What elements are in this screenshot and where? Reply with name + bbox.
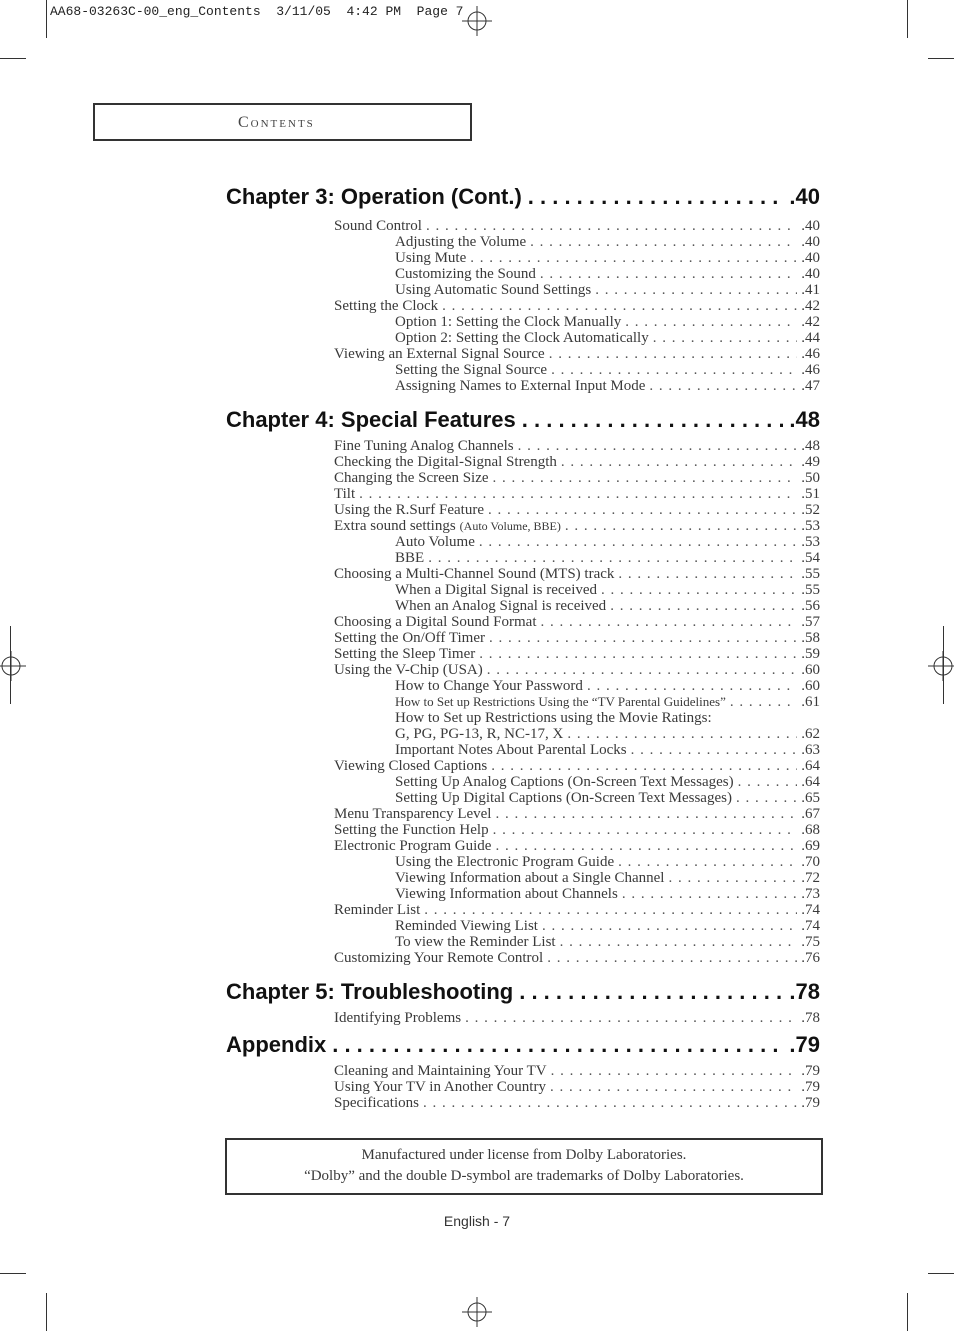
dot-leader bbox=[495, 838, 797, 854]
toc-entry-label: How to Change Your Password bbox=[395, 678, 583, 694]
toc-entry-page: .61 bbox=[801, 694, 820, 710]
toc-entry-label: Setting Up Digital Captions (On-Screen Text Messages) bbox=[395, 790, 732, 806]
dot-leader bbox=[493, 822, 798, 838]
dot-leader bbox=[495, 806, 797, 822]
toc-entry[interactable] bbox=[395, 710, 820, 726]
toc-entry[interactable] bbox=[395, 378, 820, 394]
chapter-heading[interactable] bbox=[226, 184, 820, 210]
toc-entry-label: G, PG, PG-13, R, NC-17, X bbox=[395, 726, 564, 742]
print-slug: AA68-03263C-00_eng_Contents 3/11/05 4:42 PM Page 7 bbox=[50, 4, 464, 19]
dot-leader bbox=[426, 218, 797, 234]
toc-entry-page: .73 bbox=[801, 886, 820, 902]
toc-entry-page: .69 bbox=[801, 838, 820, 854]
toc-entry[interactable] bbox=[395, 870, 820, 886]
toc-entry-label: Fine Tuning Analog Channels bbox=[334, 438, 514, 454]
dot-leader bbox=[488, 502, 797, 518]
toc-entry-label: Viewing Information about a Single Channel bbox=[395, 870, 665, 886]
dot-leader bbox=[625, 314, 797, 330]
toc-entry-page: .60 bbox=[801, 662, 820, 678]
toc-entry-label: Using Mute bbox=[395, 250, 467, 266]
toc-entry-page: .57 bbox=[801, 614, 820, 630]
chapter-title: Chapter 3: Operation (Cont.) bbox=[226, 184, 522, 209]
chapter-page: .79 bbox=[789, 1032, 820, 1057]
chapter-page: .78 bbox=[789, 979, 820, 1004]
toc-entry-label: Viewing an External Signal Source bbox=[334, 346, 545, 362]
crop-mark bbox=[928, 58, 954, 59]
toc-entry-page: .40 bbox=[801, 266, 820, 282]
toc-entry-label: Sound Control bbox=[334, 218, 422, 234]
toc-entry-label: Setting the Function Help bbox=[334, 822, 489, 838]
toc-entry[interactable] bbox=[334, 346, 820, 362]
crop-mark bbox=[0, 1273, 26, 1274]
dot-leader bbox=[359, 486, 797, 502]
section-header-box bbox=[93, 103, 472, 141]
toc-entry-page: .40 bbox=[801, 250, 820, 266]
toc-entry[interactable] bbox=[334, 1010, 820, 1026]
dot-leader bbox=[622, 886, 797, 902]
dot-leader bbox=[424, 902, 797, 918]
trademark-line: “Dolby” and the double D-symbol are trademarks of Dolby Laboratories. bbox=[304, 1168, 744, 1184]
toc-entry[interactable] bbox=[395, 726, 820, 742]
toc-entry-page: .65 bbox=[801, 790, 820, 806]
dot-leader bbox=[561, 454, 797, 470]
toc-entry-page: .47 bbox=[801, 378, 820, 394]
toc-entry-page: .48 bbox=[801, 438, 820, 454]
dot-leader bbox=[595, 282, 797, 298]
toc-entry-page: .41 bbox=[801, 282, 820, 298]
crop-mark bbox=[943, 626, 944, 704]
toc-entry-page: .56 bbox=[801, 598, 820, 614]
dot-leader bbox=[653, 330, 798, 346]
toc-entry[interactable] bbox=[395, 678, 820, 694]
toc-entry-label: Customizing Your Remote Control bbox=[334, 950, 544, 966]
toc-entry-page: .64 bbox=[801, 774, 820, 790]
chapter-title: Chapter 4: Special Features bbox=[226, 407, 516, 432]
toc-entry[interactable] bbox=[395, 790, 820, 806]
dot-leader bbox=[518, 438, 798, 454]
toc-entry-label: BBE bbox=[395, 550, 425, 566]
toc-entry[interactable] bbox=[334, 902, 820, 918]
toc-entry[interactable] bbox=[334, 646, 820, 662]
registration-mark-icon bbox=[928, 651, 954, 681]
crop-mark bbox=[0, 58, 26, 59]
dot-leader bbox=[547, 950, 797, 966]
toc-entry-page: .58 bbox=[801, 630, 820, 646]
crop-mark bbox=[46, 0, 47, 38]
toc-entry-label: Checking the Digital-Signal Strength bbox=[334, 454, 557, 470]
toc-entry-label: Electronic Program Guide bbox=[334, 838, 492, 854]
dot-leader bbox=[601, 582, 797, 598]
toc-entry-page: .72 bbox=[801, 870, 820, 886]
toc-entry-page: .74 bbox=[801, 918, 820, 934]
toc-entry[interactable] bbox=[334, 614, 820, 630]
toc-entry[interactable] bbox=[334, 502, 820, 518]
toc-entry-label: Using the Electronic Program Guide bbox=[395, 854, 615, 870]
toc-entry-page: .79 bbox=[801, 1095, 820, 1111]
toc-entry-label: Option 1: Setting the Clock Manually bbox=[395, 314, 622, 330]
toc-entry-label: Setting the Clock bbox=[334, 298, 439, 314]
toc-entry[interactable] bbox=[334, 1063, 820, 1079]
toc-entry-label: Cleaning and Maintaining Your TV bbox=[334, 1063, 547, 1079]
toc-entry[interactable] bbox=[395, 694, 820, 710]
toc-entry-label: Setting the Signal Source bbox=[395, 362, 548, 378]
toc-entry-label: Choosing a Multi-Channel Sound (MTS) track bbox=[334, 566, 615, 582]
toc-entry-page: .63 bbox=[801, 742, 820, 758]
toc-entry[interactable] bbox=[395, 330, 820, 346]
toc-entry-page: .46 bbox=[801, 346, 820, 362]
dot-leader bbox=[551, 362, 797, 378]
toc-entry[interactable] bbox=[395, 934, 820, 950]
toc-entry-label: To view the Reminder List bbox=[395, 934, 556, 950]
dot-leader bbox=[542, 918, 797, 934]
toc-entry-page: .53 bbox=[801, 534, 820, 550]
toc-entry[interactable] bbox=[395, 362, 820, 378]
toc-entry[interactable] bbox=[334, 630, 820, 646]
toc-entry-page: .59 bbox=[801, 646, 820, 662]
toc-entry-page: .51 bbox=[801, 486, 820, 502]
toc-entry-sublabel: (Auto Volume, BBE) bbox=[459, 519, 561, 533]
toc-entry-page: .53 bbox=[801, 518, 820, 534]
toc-entry[interactable] bbox=[395, 314, 820, 330]
toc-entry-label: Specifications bbox=[334, 1095, 419, 1111]
toc-entry-label: Choosing a Digital Sound Format bbox=[334, 614, 537, 630]
toc-entry[interactable] bbox=[334, 662, 820, 678]
chapter-heading[interactable] bbox=[226, 1032, 820, 1058]
toc-entry-label: Using the V-Chip (USA) bbox=[334, 662, 483, 678]
dot-leader bbox=[736, 790, 797, 806]
toc-entry[interactable] bbox=[395, 266, 820, 282]
dot-leader bbox=[560, 934, 798, 950]
chapter-page: .48 bbox=[789, 407, 820, 432]
dot-leader bbox=[649, 378, 797, 394]
dot-leader bbox=[470, 250, 797, 266]
toc-entry-page: .68 bbox=[801, 822, 820, 838]
dot-leader bbox=[479, 646, 797, 662]
toc-entry-label: Auto Volume bbox=[395, 534, 475, 550]
dot-leader bbox=[540, 266, 797, 282]
toc-entry-page: .55 bbox=[801, 582, 820, 598]
toc-entry-label: Using Your TV in Another Country bbox=[334, 1079, 546, 1095]
toc-entry-label: Adjusting the Volume bbox=[395, 234, 527, 250]
toc-entry-label: Extra sound settings bbox=[334, 518, 456, 534]
toc-entry[interactable] bbox=[395, 598, 820, 614]
dot-leader bbox=[567, 726, 797, 742]
registration-mark-icon bbox=[462, 1297, 492, 1327]
toc-entry-label: Menu Transparency Level bbox=[334, 806, 492, 822]
toc-entry-page: .55 bbox=[801, 566, 820, 582]
toc-entry-page: .40 bbox=[801, 218, 820, 234]
toc-entry[interactable] bbox=[334, 438, 820, 454]
toc-entry-label: Reminded Viewing List bbox=[395, 918, 538, 934]
toc-entry[interactable] bbox=[334, 1079, 820, 1095]
dot-leader bbox=[423, 1095, 797, 1111]
dot-leader bbox=[618, 566, 797, 582]
toc-entry-label: Setting Up Analog Captions (On-Screen Text Messages) bbox=[395, 774, 734, 790]
dot-leader bbox=[565, 518, 797, 534]
toc-entry[interactable] bbox=[395, 854, 820, 870]
toc-entry-label: Customizing the Sound bbox=[395, 266, 536, 282]
section-header-title: Contents bbox=[238, 114, 315, 131]
toc-entry-page: .50 bbox=[801, 470, 820, 486]
crop-mark bbox=[10, 626, 11, 704]
toc-entry-label: Viewing Information about Channels bbox=[395, 886, 618, 902]
dot-leader bbox=[442, 298, 797, 314]
toc-entry[interactable] bbox=[334, 518, 820, 534]
toc-entry-label: Viewing Closed Captions bbox=[334, 758, 488, 774]
toc-entry-page: .79 bbox=[801, 1079, 820, 1095]
toc-entry[interactable] bbox=[334, 758, 820, 774]
dot-leader bbox=[738, 774, 798, 790]
toc-entry-label: When a Digital Signal is received bbox=[395, 582, 598, 598]
toc-entry[interactable] bbox=[334, 566, 820, 582]
toc-entry[interactable] bbox=[334, 806, 820, 822]
toc-entry-page: .40 bbox=[801, 234, 820, 250]
toc-entry-page: .44 bbox=[801, 330, 820, 346]
dot-leader bbox=[428, 550, 797, 566]
dot-leader bbox=[550, 1079, 797, 1095]
toc-entry-page: .78 bbox=[801, 1010, 820, 1026]
dot-leader bbox=[479, 534, 797, 550]
license-notice-box bbox=[225, 1138, 823, 1195]
chapter-title: Appendix bbox=[226, 1032, 327, 1057]
toc-entry-page: .49 bbox=[801, 454, 820, 470]
toc-entry[interactable] bbox=[334, 454, 820, 470]
toc-entry-label: Setting the On/Off Timer bbox=[334, 630, 485, 646]
toc-entry-label: How to Set up Restrictions Using the “TV Parental Guidelines” bbox=[395, 694, 726, 709]
toc-entry-page: .62 bbox=[801, 726, 820, 742]
toc-entry-page: .54 bbox=[801, 550, 820, 566]
toc-entry-page: .76 bbox=[801, 950, 820, 966]
toc-entry-label: Important Notes About Parental Locks bbox=[395, 742, 627, 758]
toc-entry[interactable] bbox=[395, 918, 820, 934]
toc-entry-page: .74 bbox=[801, 902, 820, 918]
chapter-title: Chapter 5: Troubleshooting bbox=[226, 979, 514, 1004]
dot-leader bbox=[610, 598, 797, 614]
toc-entry[interactable] bbox=[395, 742, 820, 758]
toc-entry-page: .46 bbox=[801, 362, 820, 378]
toc-entry[interactable] bbox=[334, 218, 820, 234]
toc-entry-label: Using Automatic Sound Settings bbox=[395, 282, 592, 298]
toc-entry[interactable] bbox=[334, 298, 820, 314]
page-number: English - 7 bbox=[443, 1213, 511, 1229]
toc-entry-label: Identifying Problems bbox=[334, 1010, 462, 1026]
dot-leader bbox=[541, 614, 798, 630]
crop-mark bbox=[907, 0, 908, 38]
dot-leader bbox=[493, 470, 798, 486]
toc-entry[interactable] bbox=[334, 822, 820, 838]
toc-entry-label: Using the R.Surf Feature bbox=[334, 502, 484, 518]
toc-entry[interactable] bbox=[334, 950, 820, 966]
toc-entry-label: Assigning Names to External Input Mode bbox=[395, 378, 646, 394]
toc-entry[interactable] bbox=[334, 470, 820, 486]
toc-entry[interactable] bbox=[395, 582, 820, 598]
toc-entry-page: .75 bbox=[801, 934, 820, 950]
dot-leader bbox=[549, 346, 798, 362]
toc-entry[interactable] bbox=[395, 774, 820, 790]
dot-leader bbox=[587, 678, 797, 694]
dot-leader bbox=[465, 1010, 797, 1026]
toc-entry-label: Tilt bbox=[334, 486, 356, 502]
crop-mark bbox=[907, 1293, 908, 1331]
toc-entry-label: When an Analog Signal is received bbox=[395, 598, 607, 614]
dot-leader bbox=[631, 742, 798, 758]
toc-entry-label: Changing the Screen Size bbox=[334, 470, 489, 486]
toc-entry[interactable] bbox=[334, 838, 820, 854]
toc-entry[interactable] bbox=[395, 282, 820, 298]
dot-leader bbox=[730, 694, 797, 710]
toc-entry[interactable] bbox=[395, 250, 820, 266]
crop-mark bbox=[928, 1273, 954, 1274]
dot-leader bbox=[487, 662, 797, 678]
toc-entry[interactable] bbox=[395, 886, 820, 902]
toc-entry-label: How to Set up Restrictions using the Movie Ratings: bbox=[395, 710, 712, 726]
toc-entry[interactable] bbox=[334, 486, 820, 502]
toc-entry[interactable] bbox=[334, 1095, 820, 1111]
toc-entry[interactable] bbox=[395, 550, 820, 566]
chapter-page: .40 bbox=[789, 184, 820, 209]
dot-leader bbox=[491, 758, 797, 774]
toc-entry-page: .64 bbox=[801, 758, 820, 774]
toc-entry[interactable] bbox=[395, 234, 820, 250]
toc-entry-page: .67 bbox=[801, 806, 820, 822]
toc-entry-page: .52 bbox=[801, 502, 820, 518]
crop-mark bbox=[46, 1293, 47, 1331]
toc-entry-page: .79 bbox=[801, 1063, 820, 1079]
dot-leader bbox=[530, 234, 797, 250]
toc-entry-label: Option 2: Setting the Clock Automatically bbox=[395, 330, 649, 346]
toc-entry-page: .42 bbox=[801, 298, 820, 314]
toc-entry-page: .42 bbox=[801, 314, 820, 330]
dot-leader bbox=[618, 854, 797, 870]
registration-mark-icon bbox=[462, 6, 492, 36]
registration-mark-icon bbox=[0, 651, 26, 681]
toc-entry-label: Setting the Sleep Timer bbox=[334, 646, 476, 662]
toc-entry-label: Reminder List bbox=[334, 902, 421, 918]
chapter-heading[interactable] bbox=[226, 407, 820, 433]
dot-leader bbox=[551, 1063, 798, 1079]
toc-entry-page: .70 bbox=[801, 854, 820, 870]
dot-leader bbox=[668, 870, 797, 886]
toc-entry-page: .60 bbox=[801, 678, 820, 694]
toc-entry[interactable] bbox=[395, 534, 820, 550]
license-line: Manufactured under license from Dolby Laboratories. bbox=[361, 1147, 687, 1163]
dot-leader bbox=[489, 630, 797, 646]
chapter-heading[interactable] bbox=[226, 979, 820, 1005]
